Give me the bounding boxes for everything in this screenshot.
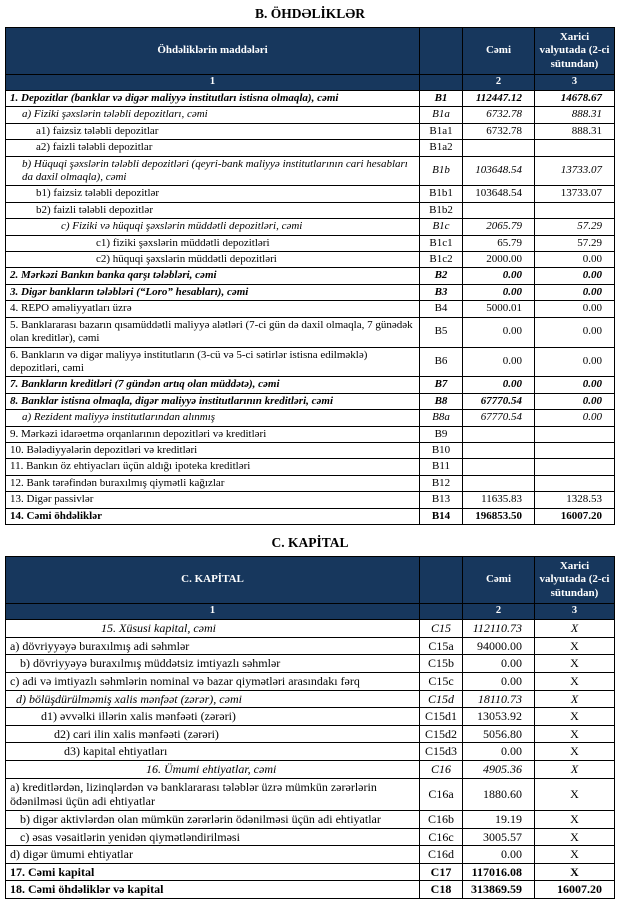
row-label: c) adi və imtiyazlı səhmlərin nominal və bazar qiymətləri arasındakı fərq	[6, 672, 420, 690]
row-code: B1c1	[420, 235, 463, 251]
table-row	[6, 393, 615, 409]
row-foreign: 0.00	[535, 377, 615, 393]
items-column-header: Öhdəliklərin maddələri	[6, 28, 420, 75]
row-label: 15. Xüsusi kapital, cəmi	[6, 620, 420, 638]
row-total: 6732.78	[463, 107, 535, 123]
row-label: 8. Banklar istisna olmaqla, digər maliyyə institutlarının kreditləri, cəmi	[6, 393, 420, 409]
section-c-title: C. KAPİTAL	[271, 534, 349, 550]
row-total: 94000.00	[463, 637, 535, 655]
row-label: a) kreditlərdən, lizinqlərdən və banklararası tələblər üzrə mümkün zərərlərin ödənilməsi üçün adi ehtiyatlar	[6, 778, 420, 810]
items-column-header: C. KAPİTAL	[6, 556, 420, 603]
row-total: 6732.78	[463, 123, 535, 139]
row-foreign: X	[535, 778, 615, 810]
row-foreign: 57.29	[535, 219, 615, 235]
row-label: 2. Mərkəzi Bankın banka qarşı tələbləri, cəmi	[6, 268, 420, 284]
row-total	[463, 442, 535, 458]
row-foreign: X	[535, 725, 615, 743]
row-code: B8a	[420, 410, 463, 426]
table-row	[6, 317, 615, 347]
table-row	[6, 219, 615, 235]
table-row	[6, 284, 615, 300]
row-code: C15d3	[420, 743, 463, 761]
row-total: 0.00	[463, 347, 535, 377]
table-row	[6, 459, 615, 475]
row-code: B1a1	[420, 123, 463, 139]
row-label: 10. Bələdiyyələrin depozitləri və kreditləri	[6, 442, 420, 458]
total-column-header: Cəmi	[463, 556, 535, 603]
table-row	[6, 442, 615, 458]
row-code: B9	[420, 426, 463, 442]
row-foreign: 16007.20	[535, 881, 615, 899]
row-label: b) dövriyyəyə buraxılmış müddətsiz imtiyazlı səhmlər	[6, 655, 420, 673]
table-row	[6, 637, 615, 655]
table-row	[6, 761, 615, 779]
row-label: c) əsas vəsaitlərin yenidən qiymətləndirilməsi	[6, 828, 420, 846]
row-total: 18110.73	[463, 690, 535, 708]
column-number-code	[420, 75, 463, 91]
row-foreign: 0.00	[535, 284, 615, 300]
row-total: 65.79	[463, 235, 535, 251]
row-foreign: 0.00	[535, 301, 615, 317]
row-label: d) digər ümumi ehtiyatlar	[6, 846, 420, 864]
row-code: C17	[420, 863, 463, 881]
row-foreign: X	[535, 810, 615, 828]
row-foreign: 57.29	[535, 235, 615, 251]
row-code: B6	[420, 347, 463, 377]
row-total	[463, 426, 535, 442]
row-label: 11. Bankın öz ehtiyacları üçün aldığı ipoteka kreditləri	[6, 459, 420, 475]
column-number-1: 1	[6, 75, 420, 91]
row-total: 4905.36	[463, 761, 535, 779]
row-total: 2000.00	[463, 252, 535, 268]
row-total: 0.00	[463, 743, 535, 761]
row-foreign: X	[535, 637, 615, 655]
row-label: 3. Digər bankların tələbləri (“Loro” hesabları), cəmi	[6, 284, 420, 300]
column-number-3: 3	[535, 75, 615, 91]
table-row	[6, 475, 615, 491]
table-row	[6, 301, 615, 317]
row-foreign: 0.00	[535, 252, 615, 268]
table-row	[6, 655, 615, 673]
row-total: 103648.54	[463, 156, 535, 186]
row-total	[463, 459, 535, 475]
row-total: 5000.01	[463, 301, 535, 317]
row-foreign: X	[535, 828, 615, 846]
row-foreign: X	[535, 708, 615, 726]
row-label: 13. Digər passivlər	[6, 492, 420, 508]
row-code: C15d1	[420, 708, 463, 726]
row-label: b) Hüquqi şəxslərin tələbli depozitləri (qeyri-bank maliyyə institutlarının cari hesabları da daxil olmaqla), cəmi	[6, 156, 420, 186]
capital-header-row	[6, 556, 615, 603]
row-total	[463, 475, 535, 491]
row-label: b1) faizsiz tələbli depozitlər	[6, 186, 420, 202]
row-label: d3) kapital ehtiyatları	[6, 743, 420, 761]
row-foreign	[535, 442, 615, 458]
row-code: B11	[420, 459, 463, 475]
row-foreign: 0.00	[535, 317, 615, 347]
row-code: B5	[420, 317, 463, 347]
code-column-header	[420, 28, 463, 75]
row-code: B10	[420, 442, 463, 458]
row-label: 1. Depozitlar (banklar və digər maliyyə institutları istisna olmaqla), cəmi	[6, 91, 420, 107]
row-total: 0.00	[463, 672, 535, 690]
row-label: c) Fiziki və hüquqi şəxslərin müddətli depozitləri, cəmi	[6, 219, 420, 235]
row-total: 103648.54	[463, 186, 535, 202]
row-code: B3	[420, 284, 463, 300]
row-total: 0.00	[463, 317, 535, 347]
row-total: 5056.80	[463, 725, 535, 743]
table-row	[6, 107, 615, 123]
row-total: 13053.92	[463, 708, 535, 726]
row-total	[463, 140, 535, 156]
table-row	[6, 672, 615, 690]
row-total: 112110.73	[463, 620, 535, 638]
row-code: B1b1	[420, 186, 463, 202]
row-total: 0.00	[463, 846, 535, 864]
table-row	[6, 156, 615, 186]
row-code: B2	[420, 268, 463, 284]
row-foreign	[535, 140, 615, 156]
capital-table	[5, 556, 615, 899]
capital-column-number-row	[6, 604, 615, 620]
row-code: C15b	[420, 655, 463, 673]
row-code: B13	[420, 492, 463, 508]
column-number-2: 2	[463, 75, 535, 91]
foreign-column-header: Xarici valyutada (2-ci sütundan)	[535, 556, 615, 603]
row-code: B1c	[420, 219, 463, 235]
row-label: 9. Mərkəzi idarəetmə orqanlarının depozitləri və kreditləri	[6, 426, 420, 442]
row-code: B1b	[420, 156, 463, 186]
table-row	[6, 426, 615, 442]
row-foreign: X	[535, 690, 615, 708]
row-total: 0.00	[463, 377, 535, 393]
table-row	[6, 235, 615, 251]
row-code: C15a	[420, 637, 463, 655]
section-b-title: B. ÖHDƏLİKLƏR	[255, 6, 365, 21]
table-row	[6, 508, 615, 524]
row-foreign: X	[535, 620, 615, 638]
row-label: b2) faizli tələbli depozitlər	[6, 202, 420, 218]
row-foreign: X	[535, 863, 615, 881]
row-total: 67770.54	[463, 410, 535, 426]
table-row	[6, 725, 615, 743]
row-label: a2) faizli tələbli depozitlar	[6, 140, 420, 156]
row-foreign: X	[535, 672, 615, 690]
liabilities-column-number-row	[6, 75, 615, 91]
row-foreign: X	[535, 846, 615, 864]
row-label: a1) faizsiz tələbli depozitlar	[6, 123, 420, 139]
row-foreign	[535, 459, 615, 475]
row-code: C15	[420, 620, 463, 638]
row-label: 18. Cəmi öhdəliklər və kapital	[6, 881, 420, 899]
row-total: 2065.79	[463, 219, 535, 235]
row-total: 0.00	[463, 655, 535, 673]
row-foreign	[535, 202, 615, 218]
table-row	[6, 828, 615, 846]
capital-table-body	[6, 620, 615, 899]
table-row	[6, 410, 615, 426]
row-code: C16b	[420, 810, 463, 828]
row-code: B12	[420, 475, 463, 491]
table-row	[6, 620, 615, 638]
row-label: 6. Bankların və digər maliyyə institutların (3-cü və 5-ci sətirlər istisna edilməklə) depozitləri, cəmi	[6, 347, 420, 377]
row-label: c1) fiziki şəxslərin müddətli depozitləri	[6, 235, 420, 251]
row-foreign: 0.00	[535, 410, 615, 426]
row-total: 19.19	[463, 810, 535, 828]
row-foreign: 16007.20	[535, 508, 615, 524]
row-code: B1c2	[420, 252, 463, 268]
row-code: C16c	[420, 828, 463, 846]
row-label: d1) əvvəlki illərin xalis mənfəəti (zərəri)	[6, 708, 420, 726]
row-foreign: 13733.07	[535, 156, 615, 186]
row-total	[463, 202, 535, 218]
row-label: 17. Cəmi kapital	[6, 863, 420, 881]
row-total: 3005.57	[463, 828, 535, 846]
row-label: 16. Ümumi ehtiyatlar, cəmi	[6, 761, 420, 779]
row-code: B1	[420, 91, 463, 107]
table-row	[6, 492, 615, 508]
row-foreign: X	[535, 655, 615, 673]
table-row	[6, 778, 615, 810]
row-foreign: X	[535, 761, 615, 779]
row-label: b) digər aktivlərdən olan mümkün zərərlərin ödənilməsi üçün adi ehtiyatlar	[6, 810, 420, 828]
row-foreign: 0.00	[535, 347, 615, 377]
row-code: C18	[420, 881, 463, 899]
row-foreign: 14678.67	[535, 91, 615, 107]
table-row	[6, 252, 615, 268]
row-total: 0.00	[463, 268, 535, 284]
row-code: B7	[420, 377, 463, 393]
table-row	[6, 91, 615, 107]
row-label: 12. Bank tərəfindən buraxılmış qiymətli kağızlar	[6, 475, 420, 491]
row-total: 313869.59	[463, 881, 535, 899]
table-row	[6, 377, 615, 393]
column-number-code	[420, 604, 463, 620]
row-foreign: 0.00	[535, 268, 615, 284]
column-number-1: 1	[6, 604, 420, 620]
row-foreign: 1328.53	[535, 492, 615, 508]
table-row	[6, 881, 615, 899]
column-number-3: 3	[535, 604, 615, 620]
row-code: B14	[420, 508, 463, 524]
row-total: 0.00	[463, 284, 535, 300]
row-foreign: 13733.07	[535, 186, 615, 202]
table-row	[6, 863, 615, 881]
row-code: C16d	[420, 846, 463, 864]
table-row	[6, 347, 615, 377]
code-column-header	[420, 556, 463, 603]
row-label: a) Rezident maliyyə institutlarından alınmış	[6, 410, 420, 426]
table-row	[6, 123, 615, 139]
row-label: c2) hüquqi şəxslərin müddətli depozitləri	[6, 252, 420, 268]
row-label: 4. REPO əməliyyatları üzrə	[6, 301, 420, 317]
row-label: 14. Cəmi öhdəliklər	[6, 508, 420, 524]
table-row	[6, 708, 615, 726]
row-code: B4	[420, 301, 463, 317]
row-total: 112447.12	[463, 91, 535, 107]
table-row	[6, 743, 615, 761]
row-foreign	[535, 475, 615, 491]
row-label: d) bölüşdürülməmiş xalis mənfəət (zərər), cəmi	[6, 690, 420, 708]
row-code: C15d	[420, 690, 463, 708]
table-row	[6, 140, 615, 156]
row-code: B1a2	[420, 140, 463, 156]
row-code: B1b2	[420, 202, 463, 218]
row-label: 5. Banklararası bazarın qısamüddətli maliyyə alətləri (7-ci gün də daxil olmaqla, 7 günədək olan kreditlər), cəmi	[6, 317, 420, 347]
column-number-2: 2	[463, 604, 535, 620]
total-column-header: Cəmi	[463, 28, 535, 75]
row-total: 11635.83	[463, 492, 535, 508]
row-foreign	[535, 426, 615, 442]
row-code: C16a	[420, 778, 463, 810]
row-code: B8	[420, 393, 463, 409]
liabilities-header-row	[6, 28, 615, 75]
row-code: B1a	[420, 107, 463, 123]
row-label: a) dövriyyəyə buraxılmış adi səhmlər	[6, 637, 420, 655]
row-foreign: 888.31	[535, 107, 615, 123]
row-total: 67770.54	[463, 393, 535, 409]
row-code: C15c	[420, 672, 463, 690]
table-row	[6, 186, 615, 202]
liabilities-table	[5, 27, 615, 525]
row-total: 196853.50	[463, 508, 535, 524]
row-foreign: 888.31	[535, 123, 615, 139]
row-total: 1880.60	[463, 778, 535, 810]
row-total: 117016.08	[463, 863, 535, 881]
table-row	[6, 810, 615, 828]
foreign-column-header: Xarici valyutada (2-ci sütundan)	[535, 28, 615, 75]
table-row	[6, 690, 615, 708]
row-label: d2) cari ilin xalis mənfəəti (zərəri)	[6, 725, 420, 743]
row-code: C16	[420, 761, 463, 779]
row-label: a) Fiziki şəxslərin tələbli depozitları, cəmi	[6, 107, 420, 123]
row-foreign: X	[535, 743, 615, 761]
table-row	[6, 268, 615, 284]
row-label: 7. Bankların kreditləri (7 gündən artıq olan müddətə), cəmi	[6, 377, 420, 393]
liabilities-table-body	[6, 91, 615, 525]
row-foreign: 0.00	[535, 393, 615, 409]
table-row	[6, 202, 615, 218]
table-row	[6, 846, 615, 864]
row-code: C15d2	[420, 725, 463, 743]
